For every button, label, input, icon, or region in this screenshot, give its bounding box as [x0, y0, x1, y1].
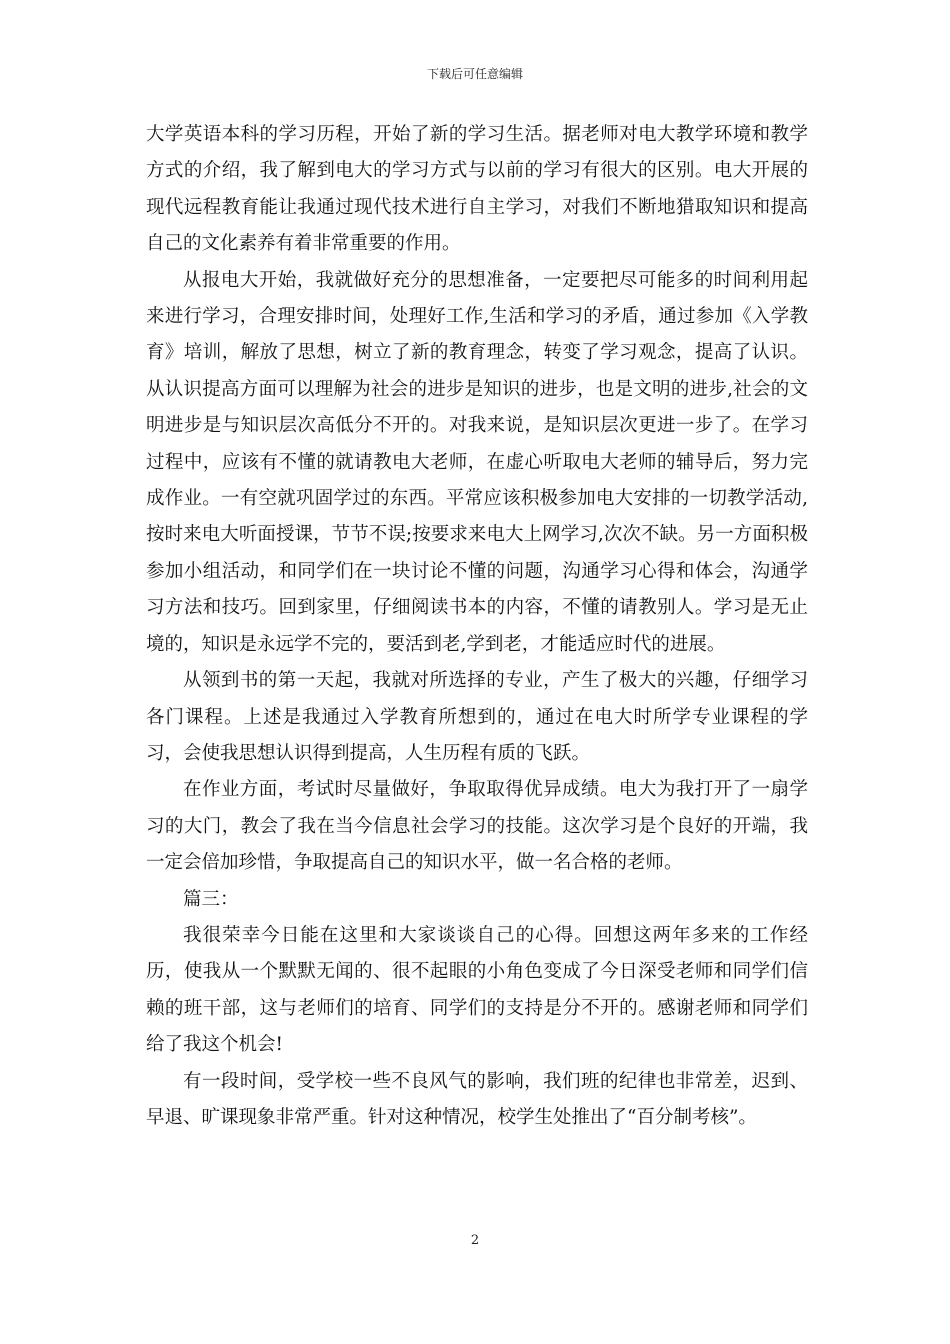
paragraph-4: 在作业方面，考试时尽量做好，争取取得优异成绩。电大为我打开了一扇学习的大门，教会了我在当今信息社会学习的技能。这次学习是个良好的开端，我一定会倍加珍惜，争取提高自己的知识水平，做一名合格的老师。 [146, 779, 808, 874]
page-number: 2 [470, 1233, 480, 1248]
paragraph-5: 我很荣幸今日能在这里和大家谈谈自己的心得。回想这两年多来的工作经历，使我从一个默默无闻的、很不起眼的小角色变成了今日深受老师和同学们信赖的班干部，这与老师们的培育、同学们的支持是分不开的。感谢老师和同学们给了我这个机会! [146, 924, 808, 1056]
paragraph-3: 从领到书的第一天起，我就对所选择的专业，产生了极大的兴趣，仔细学习各门课程。上述是我通过入学教育所想到的，通过在电大时所学专业课程的学习，会使我思想认识得到提高，人生历程有质的飞跃。 [146, 670, 808, 764]
section-heading: 篇三： [183, 888, 239, 910]
paragraph-1: 大学英语本科的学习历程，开始了新的学习生活。据老师对电大教学环境和教学方式的介绍，我了解到电大的学习方式与以前的学习有很大的区别。电大开展的现代远程教育能让我通过现代技术进行自主学习，对我们不断地猎取知识和提高自己的文化素养有着非常重要的作用。 [146, 124, 808, 255]
paragraph-6: 有一段时间，受学校一些不良风气的影响，我们班的纪律也非常差，迟到、早退、旷课现象非常严重。针对这种情况，校学生处推出了“百分制考核”。 [146, 1070, 808, 1128]
document-body [146, 117, 808, 1136]
page-header: 下载后可任意编辑 [426, 67, 523, 81]
paragraph-2: 从报电大开始，我就做好充分的思想准备，一定要把尽可能多的时间利用起来进行学习，合理安排时间，处理好工作,生活和学习的矛盾，通过参加《入学教育》培训，解放了思想，树立了新的教育理念，转变了学习观念，提高了认识。从认识提高方面可以理解为社会的进步是知识的进步，也是文明的进步,社会的文明进步是与知识层次高低分不开的。对我来说，是知识层次更进一步了。在学习过程中，应该有不懂的就请教电大老师，在虚心听取电大老师的辅导后，努力完成作业。一有空就巩固学过的东西。平常应该积极参加电大安排的一切教学活动,按时来电大听面授课，节节不误;按要求来电大上网学习,次次不缺。另一方面积极参加小组活动，和同学们在一块讨论不懂的问题，沟通学习心得和体会，沟通学习方法和技巧。回到家里，仔细阅读书本的内容，不懂的请教别人。学习是无止境的，知识是永远学不完的，要活到老,学到老，才能适应时代的进展。 [146, 269, 808, 655]
